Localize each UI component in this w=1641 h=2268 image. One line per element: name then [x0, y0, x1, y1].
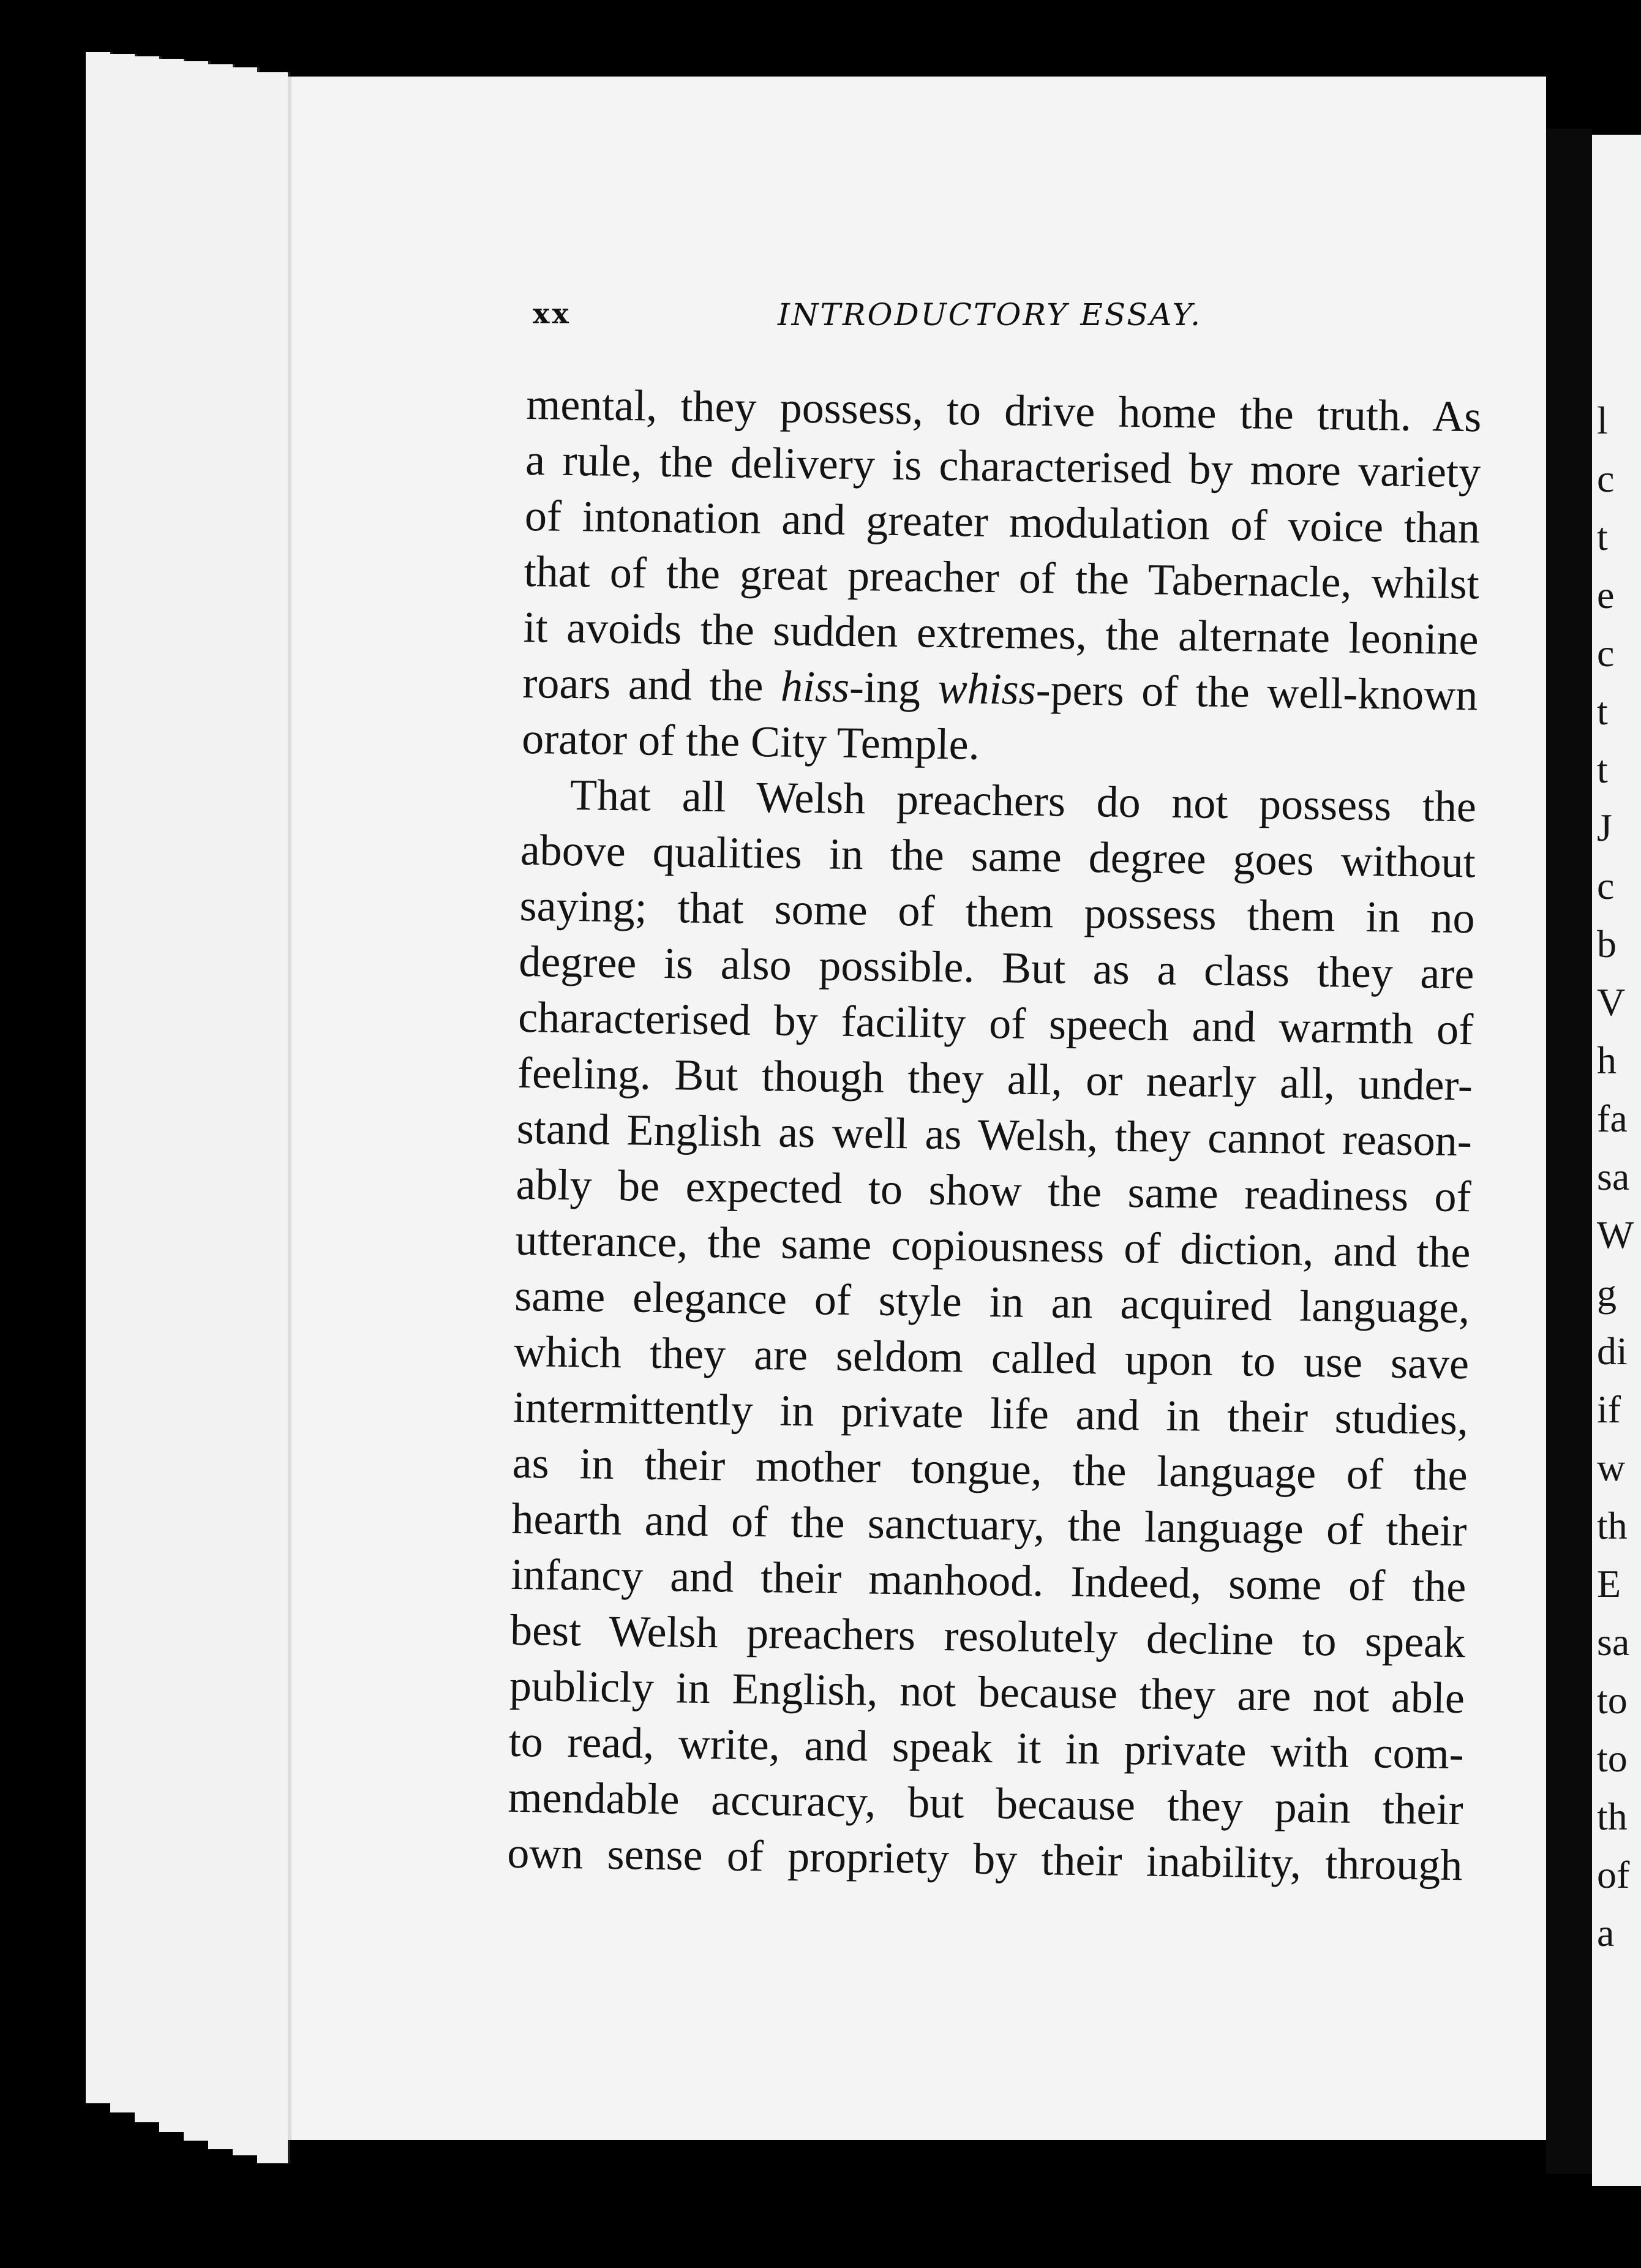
- facing-page-fragment: t: [1597, 515, 1608, 558]
- text-run: -pers of the well-known: [1035, 664, 1478, 720]
- text-line: own sense of propriety by their inability, through: [506, 1828, 1463, 1890]
- facing-page-fragment: J: [1597, 806, 1612, 849]
- text-line: which they are seldom called upon to use save: [513, 1326, 1470, 1389]
- text-line: feeling. But though they all, or nearly all, under-: [517, 1048, 1473, 1110]
- facing-page-fragment: c: [1597, 864, 1615, 907]
- page-edge: [135, 56, 162, 2122]
- facing-page-fragment: di: [1597, 1329, 1628, 1373]
- facing-page-fragment: fa: [1597, 1097, 1628, 1140]
- text-line: same elegance of style in an acquired language,: [514, 1271, 1470, 1333]
- text-line: stand English as well as Welsh, they cannot reason-: [516, 1103, 1473, 1166]
- text-line: it avoids the sudden extremes, the alternate leonine: [523, 602, 1479, 664]
- facing-page-fragment: h: [1597, 1038, 1617, 1082]
- text-line: characterised by facility of speech and warmth of: [517, 992, 1474, 1054]
- facing-page-fragment: t: [1597, 748, 1608, 791]
- facing-page-fragment: W: [1597, 1213, 1634, 1256]
- text-run: -ing: [849, 662, 939, 713]
- text-line: saying; that some of them possess them in no: [519, 881, 1476, 943]
- facing-page-fragment: c: [1597, 457, 1615, 500]
- text-line: hearth and of the sanctuary, the language of their: [511, 1493, 1467, 1556]
- page-number: xx: [533, 297, 571, 330]
- facing-page-fragment: E: [1597, 1562, 1621, 1605]
- facing-page-fragment: l: [1597, 399, 1608, 442]
- page-edge: [233, 67, 260, 2155]
- text-line: infancy and their manhood. Indeed, some of the: [510, 1549, 1466, 1612]
- page-edge: [257, 72, 290, 2163]
- page-edge: [159, 59, 186, 2132]
- page-edge: [86, 52, 113, 2103]
- facing-page-fragment: th: [1597, 1504, 1628, 1547]
- page-edge: [184, 61, 211, 2141]
- text-line: as in their mother tongue, the language of the: [512, 1438, 1468, 1500]
- body-text: [507, 377, 1482, 1893]
- facing-page-fragment: to: [1597, 1737, 1628, 1780]
- facing-page-fragment: c: [1597, 631, 1615, 675]
- text-line: that of the great preacher of the Tabernacle, whilst: [524, 546, 1480, 609]
- text-line: degree is also possible. But as a class they are: [518, 936, 1474, 999]
- facing-page-fragment: e: [1597, 573, 1615, 617]
- facing-page: [1592, 135, 1641, 2186]
- text-line: intermittently in private life and in their studies,: [513, 1382, 1469, 1444]
- italic-word: whiss: [937, 663, 1037, 714]
- running-head: INTRODUCTORY ESSAY.: [778, 297, 1202, 332]
- facing-page-fragment: b: [1597, 922, 1617, 966]
- text-line: mendable accuracy, but because they pain their: [508, 1772, 1464, 1834]
- book-spine: [1546, 129, 1592, 2174]
- italic-word: hiss: [780, 661, 850, 712]
- page-edge: [110, 54, 137, 2112]
- text-run: roars and the: [522, 658, 781, 711]
- facing-page-fragment: sa: [1597, 1620, 1630, 1664]
- text-line: orator of the City Temple.: [521, 713, 980, 769]
- facing-page-fragment: t: [1597, 689, 1608, 733]
- page-header: [533, 297, 1512, 364]
- facing-page-fragment: g: [1597, 1271, 1617, 1315]
- facing-page-fragment: to: [1597, 1678, 1628, 1722]
- facing-page-fragment: w: [1597, 1446, 1626, 1489]
- page-edge: [208, 64, 235, 2149]
- text-line: above qualities in the same degree goes without: [520, 825, 1476, 887]
- text-line: ably be expected to show the same readiness of: [516, 1159, 1472, 1222]
- facing-page-fragment: if: [1597, 1387, 1621, 1431]
- book-page: [288, 77, 1546, 2140]
- text-line: utterance, the same copiousness of diction, and the: [515, 1215, 1471, 1277]
- text-line: best Welsh preachers resolutely decline to speak: [509, 1605, 1466, 1667]
- facing-page-fragment: sa: [1597, 1155, 1630, 1198]
- text-line: publicly in English, not because they are not able: [509, 1661, 1465, 1723]
- text-line: That all Welsh preachers do not possess the: [569, 770, 1477, 832]
- facing-page-fragment: th: [1597, 1795, 1628, 1838]
- facing-page-fragment: a: [1597, 1911, 1615, 1954]
- facing-page-fragment: V: [1597, 980, 1626, 1024]
- text-line: mental, they possess, to drive home the truth. As: [525, 379, 1482, 441]
- text-line: to read, write, and speak it in private with com-: [508, 1716, 1465, 1779]
- text-line: of intonation and greater modulation of voice than: [524, 490, 1481, 553]
- text-line: a rule, the delivery is characterised by more variety: [525, 435, 1481, 497]
- facing-page-fragment: of: [1597, 1853, 1630, 1896]
